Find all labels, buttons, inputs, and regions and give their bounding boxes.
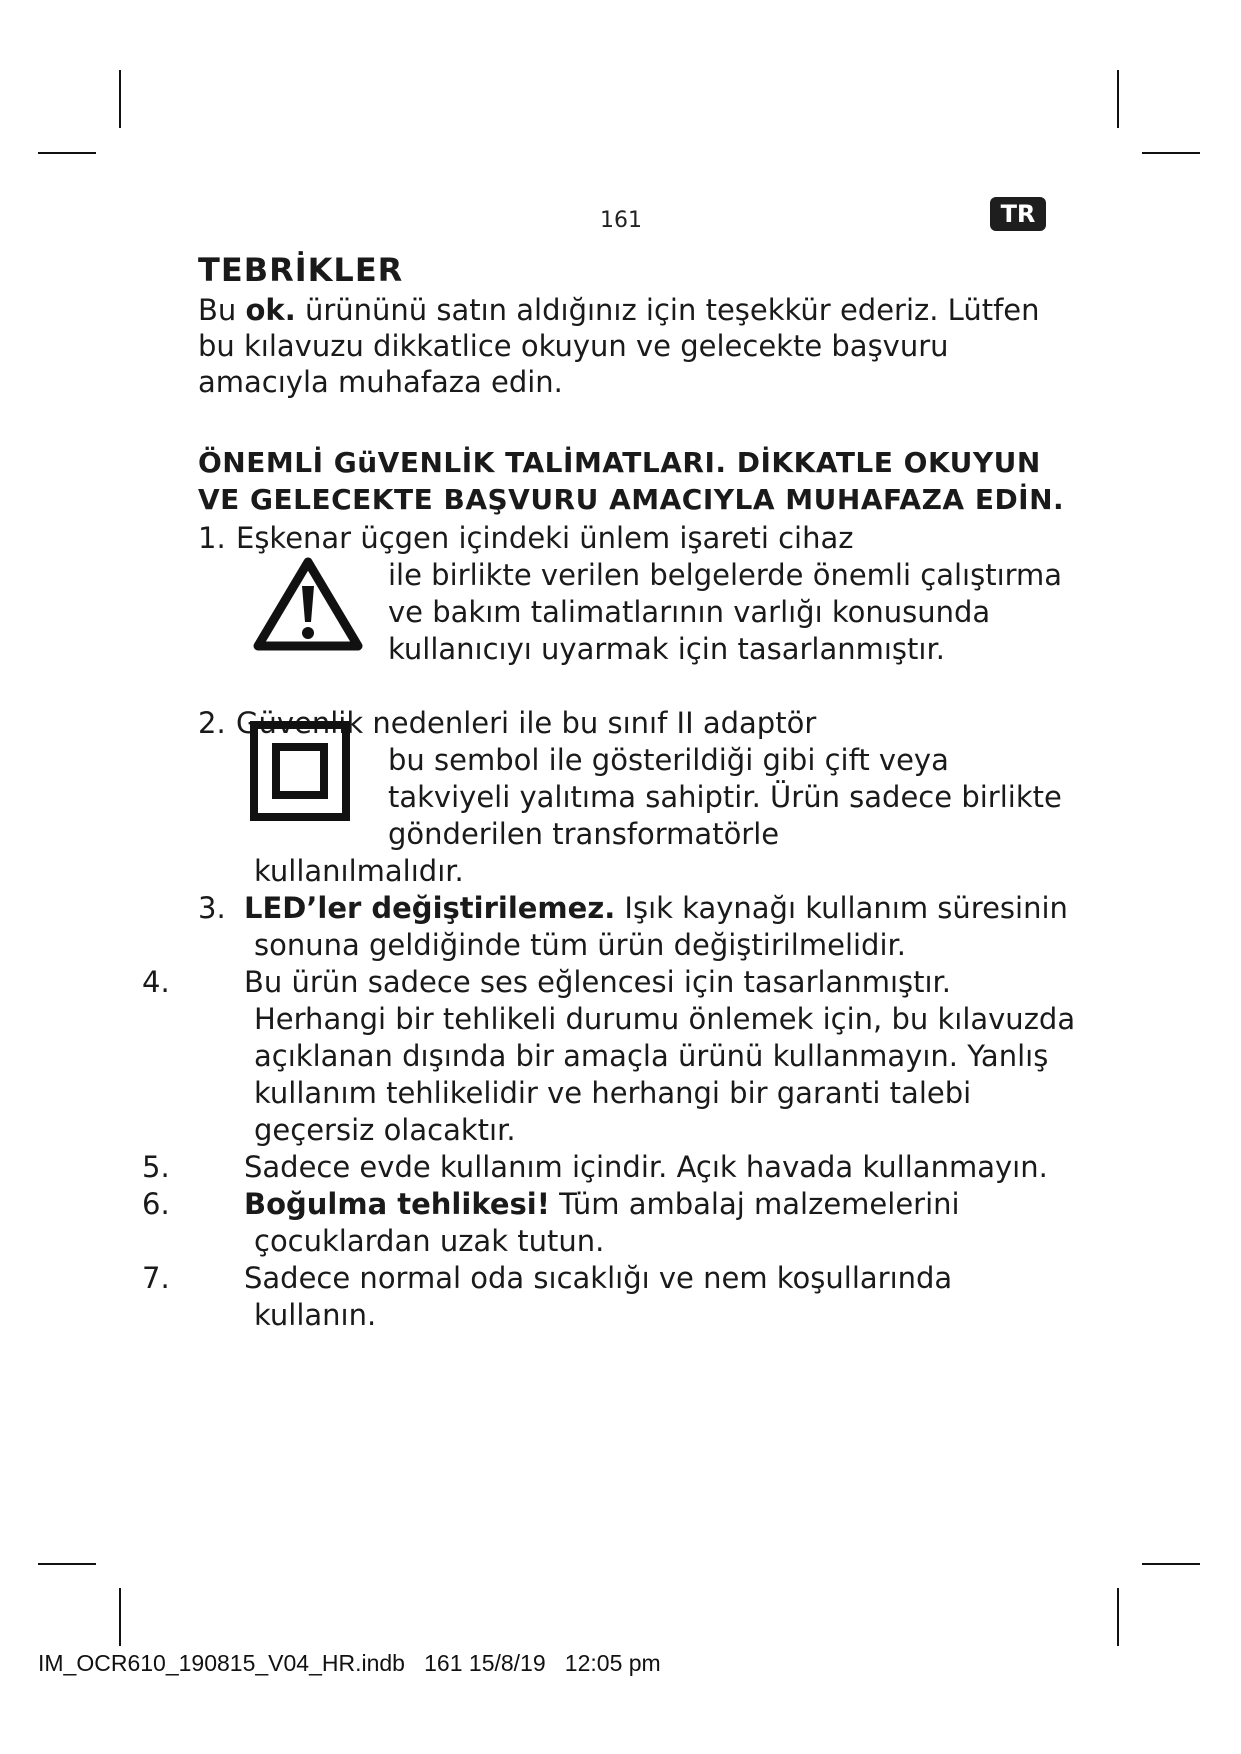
item-text: Sadece evde kullanım içindir. Açık havada kullanmayın. — [244, 1150, 1048, 1184]
item-text: Eşkenar üçgen içindeki ünlem işareti cihaz — [236, 521, 854, 555]
crop-mark — [119, 1588, 121, 1646]
crop-mark — [1117, 1588, 1119, 1646]
intro-paragraph — [198, 292, 1078, 400]
item-text: Sadece normal oda sıcaklığı ve nem koşullarında kullanın. — [244, 1261, 953, 1332]
item-emphasis: LED’ler değiştirilemez. — [244, 891, 616, 925]
item-text: Işık kaynağı kullanım süresinin sonuna geldiğinde tüm ürün değiştirilmelidir. — [254, 891, 1068, 962]
intro-prefix: Bu — [198, 293, 246, 327]
item-number: 4. — [142, 965, 170, 999]
item-continuation: bu sembol ile gösterildiği gibi çift veya takviyeli yalıtıma sahiptir. Ürün sadece birlikte gönderilen transformatörle — [388, 743, 1062, 851]
safety-heading: ÖNEMLİ GüVENLİK TALİMATLARI. DİKKATLE OKUYUN VE GELECEKTE BAŞVURU AMACIYLA MUHAFAZA EDİN. — [198, 446, 1065, 516]
item-number: 3. — [198, 891, 226, 925]
list-item — [142, 1186, 1078, 1260]
print-slug: IM_OCR610_190815_V04_HR.indb 161 15/8/19 12:05 pm — [38, 1650, 661, 1676]
item-continuation: ile birlikte verilen belgelerde önemli çalıştırma ve bakım talimatlarının varlığı konusunda kullanıcıyı uyarmak için tasarlanmıştır. — [388, 558, 1063, 666]
safety-list — [142, 520, 1078, 1334]
list-item — [198, 705, 1078, 890]
crop-mark — [38, 1563, 96, 1565]
double-insulation-icon — [250, 721, 350, 821]
item-number: 1. — [198, 521, 226, 555]
intro-text: ürününü satın aldığınız için teşekkür ederiz. Lütfen bu kılavuzu dikkatlice okuyun ve gelecekte başvuru amacıyla muhafaza edin. — [198, 293, 1040, 399]
list-item — [142, 964, 1078, 1149]
item-emphasis: Boğulma tehlikesi! — [244, 1187, 550, 1221]
item-tail: kullanılmalıdır. — [254, 854, 464, 888]
page-number: 161 — [600, 208, 642, 233]
list-item — [142, 1149, 1078, 1186]
list-item — [198, 890, 1078, 964]
warning-triangle-icon — [252, 556, 364, 652]
list-item — [142, 1260, 1078, 1334]
crop-mark — [1117, 70, 1119, 128]
crop-mark — [119, 70, 121, 128]
item-number: 6. — [142, 1187, 170, 1221]
item-number: 2. — [198, 706, 226, 740]
main-content — [142, 250, 1078, 1334]
page-title: TEBRİKLER — [198, 251, 404, 289]
item-number: 5. — [142, 1150, 170, 1184]
crop-mark — [1142, 1563, 1200, 1565]
brand-name: ok. — [245, 293, 296, 327]
crop-mark — [1142, 152, 1200, 154]
item-text: Tüm ambalaj malzemelerini çocuklardan uzak tutun. — [254, 1187, 960, 1258]
crop-mark — [38, 152, 96, 154]
item-text: Güvenlik nedenleri ile bu sınıf II adaptör — [236, 706, 817, 740]
list-item — [198, 520, 1078, 705]
item-text: Bu ürün sadece ses eğlencesi için tasarlanmıştır. Herhangi bir tehlikeli durumu önlemek için, bu kılavuzda açıklanan dışında bir amaçla ürünü kullanmayın. Yanlış kullanım tehlikelidir ve herhangi bir garanti talebi geçersiz olacaktır. — [244, 965, 1076, 1147]
language-badge: TR — [990, 197, 1046, 231]
item-number: 7. — [142, 1261, 170, 1295]
